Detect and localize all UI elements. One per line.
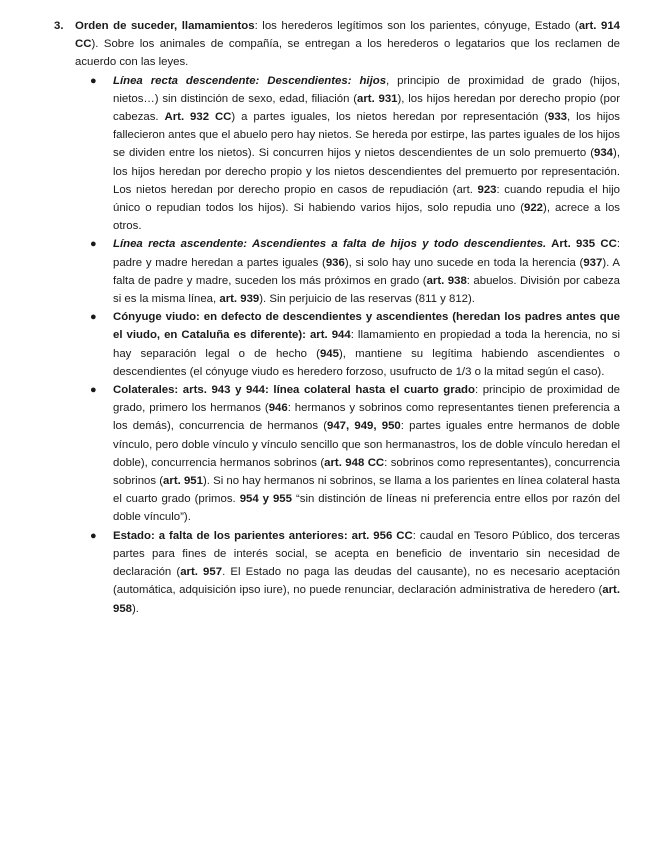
bullet-conyuge-viudo — [54, 308, 620, 381]
bullet-text: ). — [132, 602, 139, 615]
bullet-dot-icon: ● — [90, 74, 97, 87]
section-ref: art. 914 CC — [75, 20, 620, 51]
bullet-descendientes — [54, 72, 620, 236]
article-ref: art. 958 — [113, 584, 620, 615]
succession-bullet-list — [54, 72, 620, 618]
article-ref: art. 948 CC — [324, 456, 385, 469]
section-heading-paragraph — [54, 17, 620, 72]
article-ref: art. 938 — [426, 274, 467, 287]
section-orden-de-suceder — [54, 17, 620, 618]
article-ref: Art. 935 CC — [546, 238, 617, 251]
bullet-text: : cuando repudia el hijo único o repudian todos los hijos). Si habiendo varios hijos, solo repudia uno ( — [113, 183, 620, 215]
article-ref: Art. 932 CC — [164, 111, 232, 124]
bullet-text: “sin distinción de líneas ni preferencia entre ellos por razón del doble vínculo”). — [113, 493, 620, 524]
bullet-text: ), si solo hay uno sucede en toda la herencia ( — [344, 256, 584, 269]
bullet-text: : llamamiento en propiedad a toda la herencia, no si hay separación legal o de hecho ( — [113, 329, 620, 360]
bullet-text: : abuelos. División por cabeza si es la misma línea, — [113, 274, 620, 306]
bullet-text: : sobrinos como representantes), concurrencia sobrinos ( — [113, 456, 620, 488]
bullet-text: ). Sin perjuicio de las reservas (811 y 812). — [259, 293, 475, 306]
bullet-title: Cónyuge viudo: en defecto de descendientes y ascendientes (heredan los padres antes que el viudo, en Cataluña es diferente): art. 944 — [113, 311, 620, 342]
bullet-colaterales — [54, 381, 620, 527]
article-ref: 933 — [548, 111, 568, 124]
section-number: 3. — [54, 20, 64, 32]
article-ref: 923 — [477, 183, 497, 196]
bullet-text: ). Si no hay hermanos ni sobrinos, se llama a los parientes en línea colateral hasta el cuarto grado (primos. — [113, 475, 620, 506]
bullet-title: Línea recta descendente: Descendientes: hijos — [113, 74, 387, 87]
article-ref: art. 957 — [180, 566, 223, 579]
bullet-text: : principio de proximidad de grado, primero los hermanos ( — [113, 384, 620, 415]
section-text: ). Sobre los animales de compañía, se entregan a los herederos o legatarios que los reclamen de acuerdo con las leyes. — [75, 38, 620, 69]
bullet-text: ), los hijos heredan por derecho propio (por cabezas. — [113, 92, 620, 124]
article-ref: 936 — [325, 256, 345, 269]
bullet-dot-icon: ● — [90, 311, 97, 324]
article-ref: 946 — [268, 402, 288, 415]
bullet-title: Colaterales: arts. 943 y 944: línea colateral hasta el cuarto grado — [113, 384, 475, 397]
article-ref: 945 — [319, 347, 339, 360]
bullet-text: ). A falta de padre y madre, suceden los más próximos en grado ( — [113, 256, 621, 287]
bullet-text: : hermanos y sobrinos como representantes tienen preferencia a los demás), concurrencia de hermanos ( — [113, 402, 620, 433]
bullet-text: , los hijos fallecieron antes que el abuelo pero hay nietos. Se hereda por estirpe, las partes iguales de los hijos se dividen entre los nietos). Si concurren hijos y nietos descendientes de un solo premuerto ( — [113, 111, 621, 160]
bullet-text: ), mantiene su legítima habiendo ascendientes o descendientes (el cónyuge viudo es heredero forzoso, usufructo de 1/3 o la mitad según el caso). — [113, 347, 620, 378]
article-ref: art. 951 — [163, 475, 203, 488]
bullet-ascendientes — [54, 235, 620, 308]
article-ref: art. 931 — [357, 92, 398, 105]
section-title: Orden de suceder, llamamientos — [75, 20, 255, 32]
bullet-dot-icon: ● — [90, 384, 97, 397]
bullet-text: : caudal en Tesoro Público, dos terceras partes para fines de interés social, se acepta en beneficio de inventario sin necesidad de declaración ( — [113, 529, 620, 579]
bullet-text: ) a partes iguales, los nietos heredan por representación ( — [231, 111, 549, 124]
section-text: : los herederos legítimos son los parientes, cónyuge, Estado ( — [254, 20, 579, 32]
bullet-text: , principio de proximidad de grado (hijos, nietos…) sin distinción de sexo, edad, filiación ( — [113, 74, 620, 105]
bullet-estado — [54, 527, 620, 618]
bullet-dot-icon: ● — [90, 238, 97, 251]
article-ref: 934 — [594, 147, 614, 160]
bullet-text: . El Estado no paga las deudas del causante), no es necesario aceptación (automática, adquisición ipso iure), no puede renunciar, declaración administrativa de heredero ( — [113, 566, 620, 597]
article-ref: 947, 949, 950 — [327, 420, 401, 433]
bullet-text: : padre y madre heredan a partes iguales ( — [113, 238, 620, 269]
bullet-title: Línea recta ascendente: Ascendientes a falta de hijos y todo descendientes. — [113, 238, 547, 251]
bullet-text: ), los hijos heredan por derecho propio y los nietos descendientes del premuerto por representación. Los nietos heredan por derecho propio en casos de repudiación (art. — [113, 147, 620, 196]
bullet-dot-icon: ● — [90, 529, 97, 542]
article-ref: art. 939 — [219, 293, 260, 306]
article-ref: 954 y 955 — [239, 493, 292, 506]
article-ref: 937 — [583, 256, 603, 269]
bullet-title: Estado: a falta de los parientes anteriores: art. 956 CC — [113, 529, 413, 542]
bullet-text: ), acrece a los otros. — [113, 202, 620, 233]
bullet-text: : partes iguales entre hermanos de doble vínculo, pero doble vínculo y vínculo sencillo que son hermanastros, los de doble vínculo heredan el doble), concurrencia hermanos sobrinos ( — [113, 420, 620, 469]
article-ref: 922 — [524, 202, 544, 215]
